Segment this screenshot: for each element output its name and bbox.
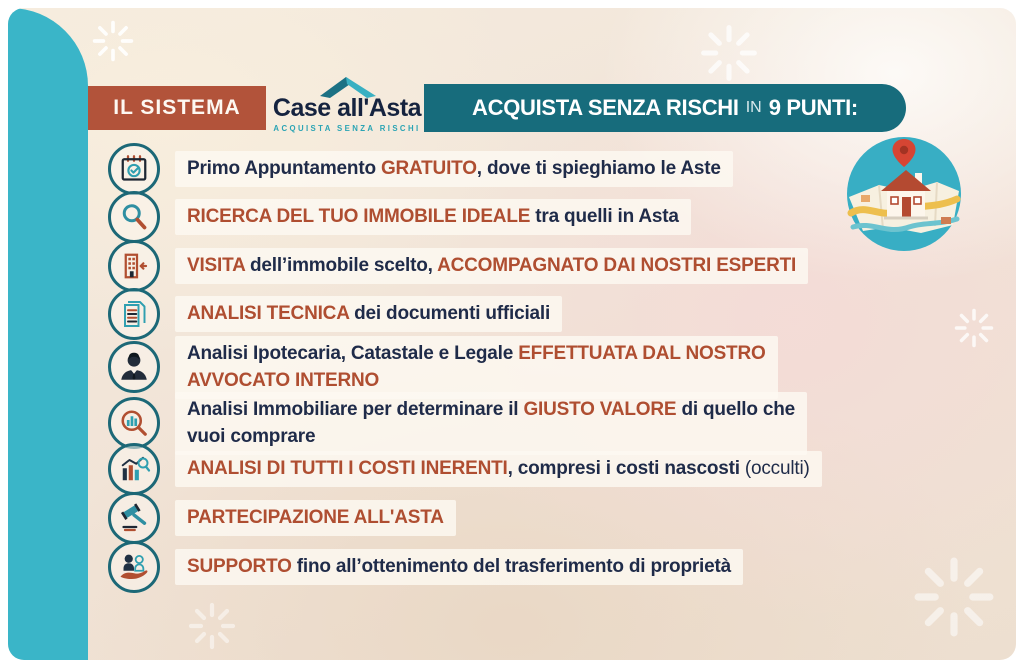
point-icon-circle	[108, 492, 160, 544]
document-icon	[116, 296, 152, 332]
point-row	[108, 189, 691, 245]
point-row	[108, 286, 562, 342]
point-text-segment: dell’immobile scelto,	[244, 255, 438, 276]
point-text-segment: fino all’ottenimento del trasferimento di proprietà	[291, 556, 731, 577]
point-text-segment: GRATUITO	[380, 158, 477, 179]
point-text-segment: di quello che	[676, 398, 795, 420]
point-row	[108, 490, 456, 546]
point-icon-circle	[108, 443, 160, 495]
costs-chart-icon	[116, 451, 152, 487]
point-text-segment: tra quelli in Asta	[530, 206, 679, 227]
gavel-icon	[116, 500, 152, 536]
point-text	[175, 199, 691, 235]
point-text-segment: , compresi i costi nascosti	[507, 458, 745, 479]
point-icon-circle	[108, 288, 160, 340]
point-row	[108, 441, 822, 497]
point-text-segment: EFFETTUATA DAL NOSTRO	[518, 342, 766, 364]
point-text-segment: RICERCA DEL TUO IMMOBILE IDEALE	[187, 206, 531, 227]
banner-mid: IN	[745, 99, 762, 116]
lawyer-icon	[116, 349, 152, 385]
value-search-icon	[116, 405, 152, 441]
point-text-segment: ANALISI DI TUTTI I COSTI INERENTI	[187, 458, 508, 479]
point-text	[175, 296, 562, 332]
point-text-segment: GIUSTO VALORE	[523, 398, 677, 420]
point-text	[175, 248, 808, 284]
point-text-segment: Analisi Ipotecaria, Catastale e Legale	[187, 342, 519, 364]
point-text-segment: vuoi comprare	[187, 425, 316, 447]
point-text	[175, 336, 778, 399]
point-row	[108, 539, 743, 595]
left-accent-bar	[8, 8, 88, 660]
point-text-segment: Primo Appuntamento	[187, 158, 381, 179]
banner-lead: ACQUISTA SENZA RISCHI	[472, 95, 739, 120]
support-hands-icon	[116, 549, 152, 585]
brand-name: Case all'Asta	[272, 94, 422, 122]
point-text	[175, 549, 743, 585]
point-icon-circle	[108, 240, 160, 292]
point-text-segment: , dove ti spieghiamo le Aste	[476, 158, 721, 179]
point-text-segment: PARTECIPAZIONE ALL'ASTA	[187, 507, 444, 528]
banner-tail: 9 PUNTI:	[768, 95, 858, 120]
search-icon	[116, 199, 152, 235]
calendar-check-icon	[116, 151, 152, 187]
point-text	[175, 151, 733, 187]
point-text-segment: Analisi Immobiliare per determinare il	[187, 398, 524, 420]
point-text-segment: ACCOMPAGNATO DAI NOSTRI ESPERTI	[437, 255, 797, 276]
point-text	[175, 451, 822, 487]
point-icon-circle	[108, 341, 160, 393]
point-icon-circle	[108, 143, 160, 195]
points-list	[108, 8, 988, 660]
point-text	[175, 500, 456, 536]
point-text-segment: dei documenti ufficiali	[349, 303, 551, 324]
system-label: IL SISTEMA	[113, 96, 241, 119]
point-text-segment: AVVOCATO INTERNO	[187, 369, 380, 391]
brand-tagline: ACQUISTA SENZA RISCHI	[273, 124, 421, 133]
point-icon-circle	[108, 541, 160, 593]
point-text-segment: SUPPORTO	[187, 556, 292, 577]
point-icon-circle	[108, 191, 160, 243]
point-row	[108, 336, 778, 398]
building-visit-icon	[116, 248, 152, 284]
point-text-segment: (occulti)	[744, 458, 810, 479]
point-text-segment: ANALISI TECNICA	[187, 303, 350, 324]
infographic-frame	[8, 8, 1016, 660]
point-text-segment: VISITA	[187, 255, 245, 276]
